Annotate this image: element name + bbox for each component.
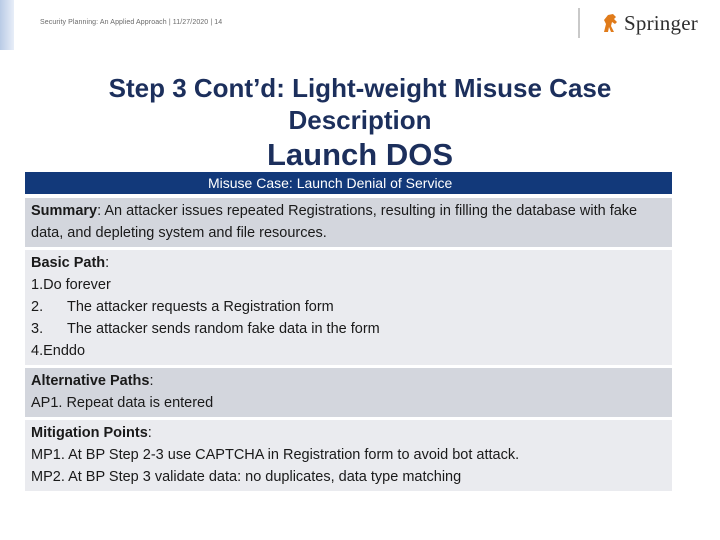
summary-label: Summary xyxy=(31,203,98,219)
mitigation-points-label: Mitigation Points xyxy=(31,425,148,441)
mitigation-line: MP2. At BP Step 3 validate data: no duplicates, data type matching xyxy=(31,469,462,485)
alternative-path-line: AP1. Repeat data is entered xyxy=(31,395,214,411)
basic-path-line xyxy=(31,318,666,340)
mitigation-points-colon: : xyxy=(147,425,152,441)
step-text: The attacker sends random fake data in the form xyxy=(67,321,380,337)
basic-path-line xyxy=(31,296,666,318)
step-number: 2. xyxy=(31,299,44,315)
left-accent-bar xyxy=(0,0,14,50)
springer-horse-icon xyxy=(600,12,620,34)
basic-path-label: Basic Path xyxy=(31,255,106,271)
breadcrumb: Security Planning: An Applied Approach | 11/27/2020 | 14 xyxy=(40,19,223,26)
basic-path-row xyxy=(25,250,672,365)
title-line-2: Description xyxy=(288,105,432,135)
alternative-paths-colon: : xyxy=(149,373,154,389)
basic-path-line: 1.Do forever xyxy=(31,277,111,293)
summary-row xyxy=(25,198,672,247)
header-divider xyxy=(578,8,580,38)
table-header: Misuse Case: Launch Denial of Service xyxy=(25,172,672,194)
alternative-paths-row xyxy=(25,368,672,417)
brand-name: Springer xyxy=(624,10,698,35)
step-number: 3. xyxy=(31,321,44,337)
springer-logo xyxy=(600,10,698,36)
slide-title xyxy=(0,72,720,136)
mitigation-line: MP1. At BP Step 2-3 use CAPTCHA in Registration form to avoid bot attack. xyxy=(31,447,520,463)
basic-path-line: 4.Enddo xyxy=(31,343,86,359)
mitigation-points-row xyxy=(25,420,672,491)
summary-text: : An attacker issues repeated Registrations, resulting in filling the database with fake data, and depleting system and file resources. xyxy=(31,203,638,241)
alternative-paths-label: Alternative Paths xyxy=(31,373,150,389)
slide-subtitle: Launch DOS xyxy=(266,137,453,172)
basic-path-colon: : xyxy=(105,255,110,271)
misuse-case-table xyxy=(25,172,672,494)
step-text: The attacker requests a Registration form xyxy=(67,299,334,315)
title-line-1: Step 3 Cont’d: Light-weight Misuse Case xyxy=(108,73,612,103)
